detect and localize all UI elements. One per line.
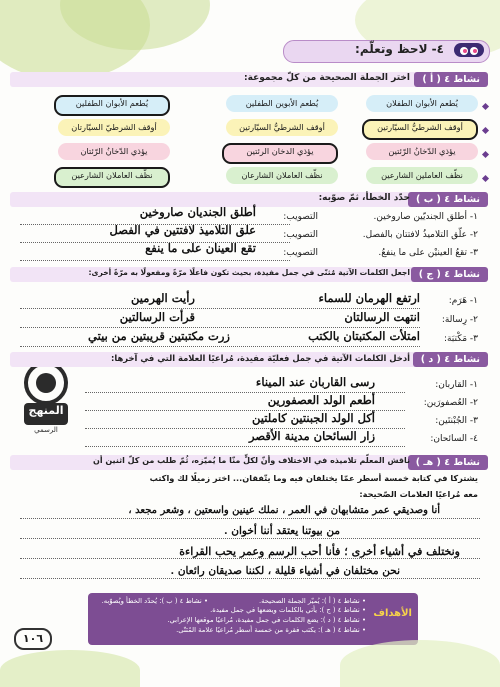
activity-label: نشاط ٤ ( هـ ) bbox=[408, 455, 488, 470]
choice-option[interactable]: أوقف الشرطيّ السيّارتان bbox=[58, 119, 170, 136]
correction-label: التصويب: bbox=[283, 212, 318, 222]
bullet-icon bbox=[482, 127, 489, 134]
activity-instruction: حدّد الخطأ، ثمّ صوّبه: bbox=[318, 193, 410, 203]
choice-option[interactable]: يُطعم الأبوان الطفلان bbox=[366, 95, 478, 112]
choice-option[interactable]: يؤذي الدّخانُ الرّئتان bbox=[58, 143, 170, 160]
activity-instruction: اختر الجملة الصحيحة من كلّ مجموعة: bbox=[244, 73, 410, 83]
page-number: ١٠٦ bbox=[14, 628, 52, 650]
goal-item: • نشاط ٤ ( هـ ): يكتب فقرة من خمسة أسطر مُراعيًا علامة المُثنّى. bbox=[176, 626, 366, 634]
answer-line bbox=[20, 260, 290, 261]
sentence-text: ١- أطلق الجنديّين صاروخين. bbox=[373, 212, 478, 222]
goals-title: الأهداف bbox=[373, 608, 412, 619]
handwritten-answer[interactable]: رأيت الهرمين bbox=[131, 291, 195, 305]
handwritten-answer[interactable]: ارتفع الهرمان للسماء bbox=[318, 291, 420, 305]
choice-option[interactable]: يُطعم الأبوين الطفلين bbox=[226, 95, 338, 112]
sentence-text: ٣- تقعُ العينيْن على ما ينفعُ. bbox=[378, 248, 478, 258]
bullet-icon bbox=[482, 175, 489, 182]
answer-line bbox=[20, 346, 420, 347]
answer-line bbox=[20, 308, 420, 309]
word-label: ٤- السائحان: bbox=[430, 434, 478, 444]
eyes-icon bbox=[454, 43, 484, 57]
word-label: ١- هَرَم: bbox=[448, 296, 478, 306]
handwritten-answer[interactable]: أكل الولد الجبنتين كاملتين bbox=[252, 411, 375, 425]
handwritten-answer[interactable]: قرأت الرسالتين bbox=[119, 310, 195, 324]
handwritten-answer[interactable]: أطلق الجنديان صاروخين bbox=[139, 205, 256, 219]
handwritten-answer[interactable]: تقع العينان على ما ينفع bbox=[145, 241, 256, 255]
word-label: ٢- العُصفورَين: bbox=[423, 398, 478, 408]
activity-label: نشاط ٤ ( ج ) bbox=[411, 267, 488, 282]
activity-instruction: أدخل الكلمات الآتية في جمل فعليّة مفيدة، مُراعيًا العلامة التي في آخرها: bbox=[111, 353, 410, 363]
answer-line bbox=[20, 327, 420, 328]
activity-label: نشاط ٤ ( د ) bbox=[413, 352, 488, 367]
answer-line bbox=[85, 446, 405, 447]
bullet-icon bbox=[482, 151, 489, 158]
activity-label: نشاط ٤ ( ب ) bbox=[408, 192, 488, 207]
answer-line bbox=[20, 518, 480, 519]
answer-line bbox=[20, 578, 480, 579]
decorative-leaf-shape bbox=[340, 640, 500, 687]
choice-option[interactable]: نظّف العاملين الشارعين bbox=[366, 167, 478, 184]
choice-option-selected[interactable]: يؤذي الدخان الرئتين bbox=[222, 143, 338, 164]
correction-label: التصويب: bbox=[283, 248, 318, 258]
goal-item: • نشاط ٤ ( أ ): يُميّز الجملة الصحيحة. bbox=[258, 597, 366, 605]
activity-instruction: اجعل الكلمات الآتية مُثنّى في جمل مفيدة، بحيث تكون فاعلًا مرّةً ومفعولًا به مرّةً أخرى: bbox=[88, 268, 410, 277]
handwritten-answer[interactable]: انتهت الرسالتان bbox=[344, 310, 420, 324]
handwritten-answer[interactable]: زار السائحان مدينة الأقصر bbox=[249, 429, 375, 443]
activity-label: نشاط ٤ ( أ ) bbox=[414, 72, 488, 87]
handwritten-answer[interactable]: زرت مكتبتين قريبتين من بيتي bbox=[88, 329, 230, 343]
choice-option-selected[interactable]: يُطعم الأبوان الطفلين bbox=[54, 95, 170, 116]
handwritten-answer[interactable]: أطعم الولد العصفورين bbox=[267, 393, 375, 407]
logo-text: المنهج bbox=[28, 404, 64, 417]
logo-subtitle: الرسمي bbox=[34, 426, 58, 434]
handwritten-answer[interactable]: امتلأت المكتبتان بالكتب bbox=[308, 329, 420, 343]
handwritten-answer[interactable]: أنا وصديقي عمر متشابهان في العمر ، نملك عينين واسعتين ، وشعر مجعد ، bbox=[128, 505, 440, 516]
word-label: ٣- الجُبْنتَين: bbox=[435, 416, 478, 426]
correction-label: التصويب: bbox=[283, 230, 318, 240]
handwritten-answer[interactable]: رسى القاربان عند الميناء bbox=[255, 375, 375, 389]
goal-item: • نشاط ٤ ( د ): يضع الكلمات في جمل مفيدة، مُراعيًا موقعها الإعرابي. bbox=[167, 616, 366, 624]
section-title: ٤- لاحظ وتعلّم: bbox=[355, 42, 444, 56]
decorative-leaf-shape bbox=[0, 650, 140, 687]
handwritten-answer[interactable]: علق التلاميذ لافتتين في الفصل bbox=[109, 223, 256, 237]
handwritten-answer[interactable]: نحن مختلفان في أشياء قليلة ، لكننا صديقان رائعان . bbox=[170, 565, 400, 577]
publisher-logo bbox=[20, 357, 72, 437]
answer-line bbox=[20, 538, 480, 539]
choice-option-selected[interactable]: أوقف الشرطيُّ السيّارتين bbox=[362, 119, 478, 140]
answer-line bbox=[20, 558, 480, 559]
goal-item: • نشاط ٤ ( ج ): يأتي بالكلمات ويضعها في جمل مفيدة. bbox=[210, 606, 366, 614]
word-label: ٣- مَكْتبَة: bbox=[443, 334, 478, 344]
bullet-icon bbox=[482, 103, 489, 110]
choice-option[interactable]: يؤذي الدّخانُ الرّئتين bbox=[366, 143, 478, 160]
word-label: ٢- رِسالة: bbox=[441, 315, 478, 325]
handwritten-answer[interactable]: من بيوتنا يعتقد أننا أخوان . bbox=[223, 525, 340, 537]
handwritten-answer[interactable]: ونختلف في أشياء أخرى ؛ فأنا أحب الرسم وعمر يحب القراءة bbox=[179, 545, 460, 558]
activity-instruction: ناقش المعلّم تلاميذه في الاختلاف وأنّ لكلٍّ منّا ما يُميّزه، ثُمّ طلب من كلّ اثنين أن bbox=[93, 456, 410, 465]
goals-box bbox=[88, 593, 418, 645]
activity-instruction: معه مُراعيًا العلامات الصّحيحة: bbox=[359, 489, 478, 499]
choice-option[interactable]: نظّف العاملان الشارعان bbox=[226, 167, 338, 184]
activity-instruction: يشتركا في كتابة خمسة أسطر عمّا يختلفان فيه وما يتّفقان... اختر زميلًا لك واكتب bbox=[149, 473, 478, 483]
goal-item: • نشاط ٤ ( ب ): يُحدّد الخطأ ويُصوّبه. bbox=[101, 597, 208, 605]
choice-option-selected[interactable]: نظّف العاملان الشارعين bbox=[54, 167, 170, 188]
choice-option[interactable]: أوقف الشرطيُّ السيّارتين bbox=[226, 119, 338, 136]
word-label: ١- القاربان: bbox=[435, 380, 478, 390]
sentence-text: ٢- علّق التلاميذُ لافتتان بالفصل. bbox=[362, 230, 478, 240]
